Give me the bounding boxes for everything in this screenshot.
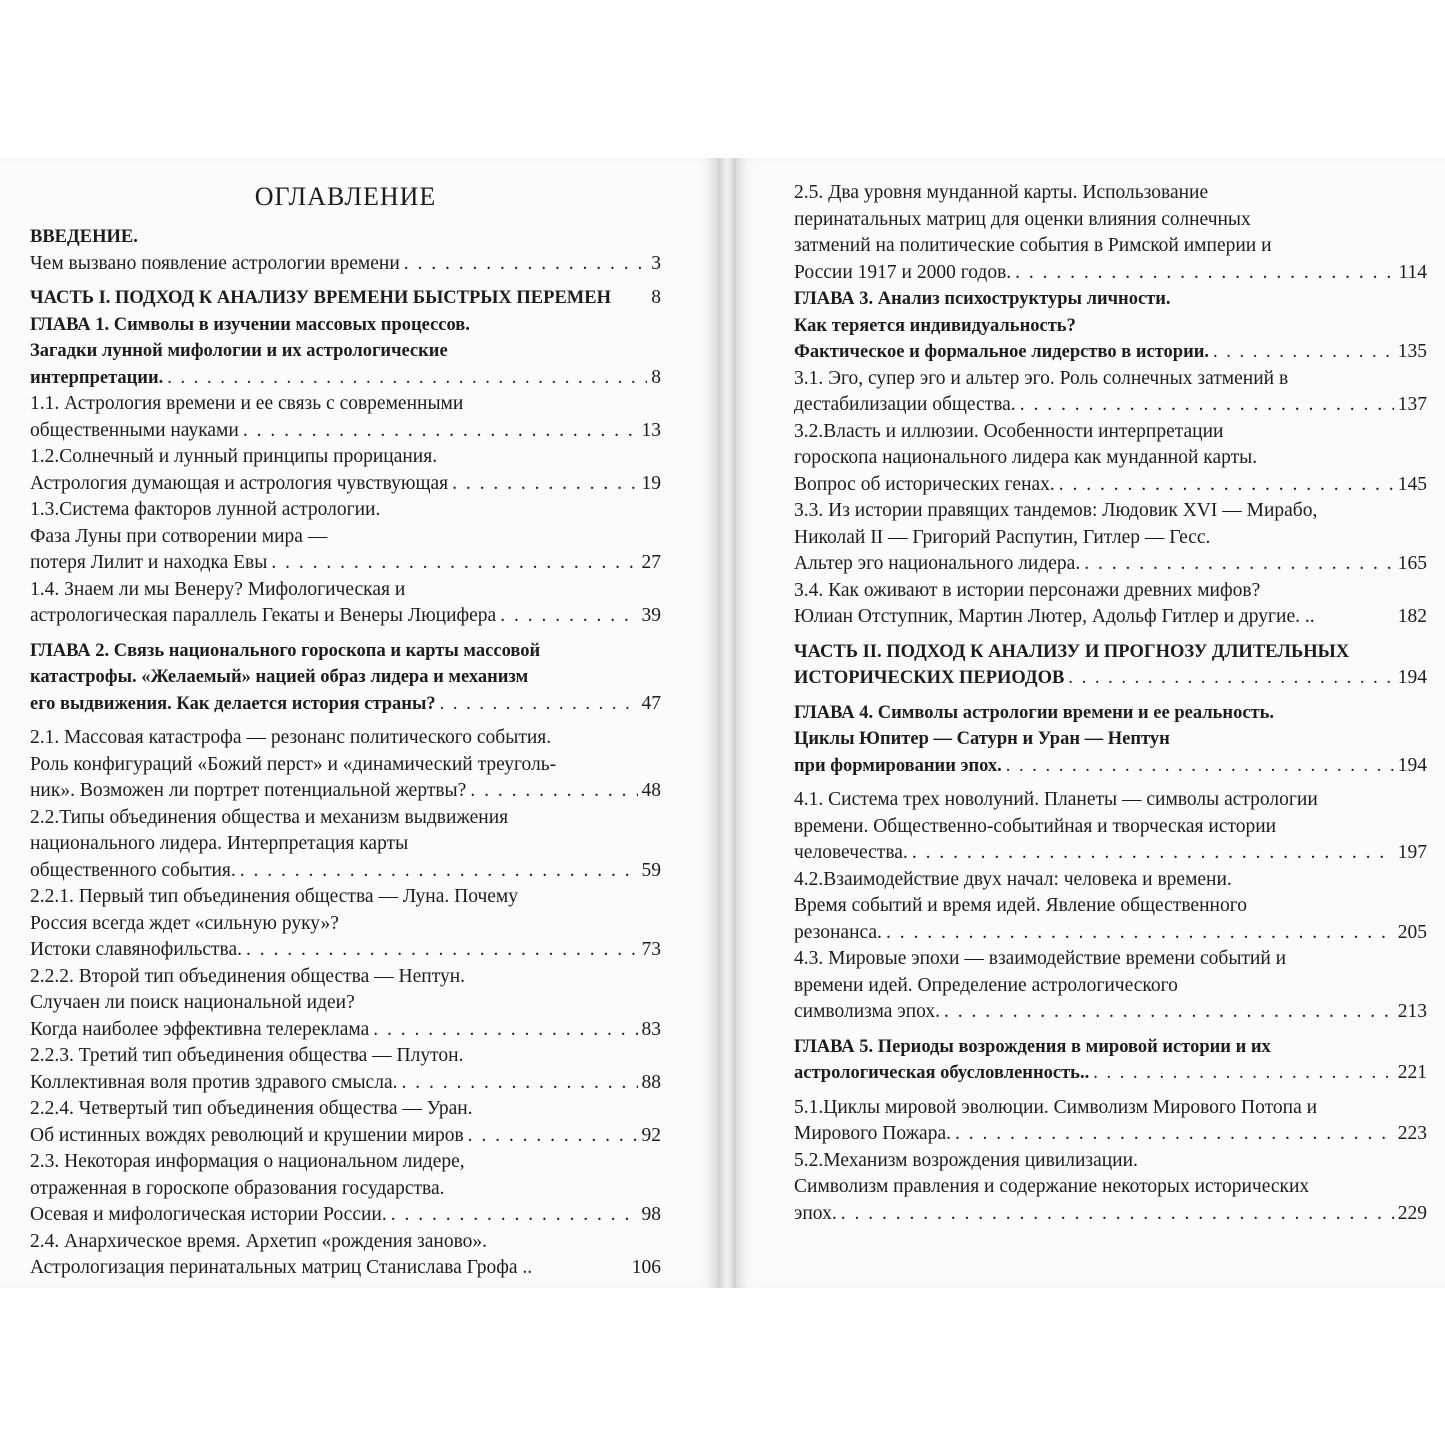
dot-leader <box>886 920 1394 947</box>
page-number: 88 <box>641 1071 661 1093</box>
toc-entry-last-line <box>794 1201 1427 1228</box>
book-spine <box>718 158 736 1288</box>
dot-leader <box>1213 339 1394 366</box>
dot-leader <box>470 778 637 805</box>
toc-entry <box>30 312 661 392</box>
toc-entry-line: ЧАСТЬ II. ПОДХОД К АНАЛИЗУ И ПРОГНОЗУ ДЛИТЕЛЬНЫХ <box>794 641 1350 662</box>
toc-entry-line: 3.2.Власть и иллюзии. Особенности интерпретации <box>794 420 1224 442</box>
toc-entry-line: ник». Возможен ли портрет потенциальной жертвы? <box>30 780 467 801</box>
toc-entry-line: астрологическая параллель Гекаты и Венеры Люцифера <box>30 605 497 626</box>
page-number: 98 <box>641 1204 661 1225</box>
page-number: 165 <box>1397 553 1427 574</box>
toc-list-left <box>30 224 661 1282</box>
toc-entry-last-line <box>30 251 661 278</box>
dot-leader <box>1020 392 1394 419</box>
toc-entry-line: ЧАСТЬ I. ПОДХОД К АНАЛИЗУ ВРЕМЕНИ БЫСТРЫХ ПЕРЕМЕН <box>30 288 611 308</box>
toc-entry <box>30 224 661 251</box>
toc-entry-line: 1.4. Знаем ли мы Венеру? Мифологическая и <box>30 578 406 600</box>
page-number: 114 <box>1398 261 1427 283</box>
page-number: 106 <box>631 1257 661 1278</box>
page-number: 92 <box>641 1124 661 1146</box>
page-number: 221 <box>1397 1062 1427 1083</box>
toc-entry-last-line <box>794 840 1427 867</box>
dot-leader <box>1015 260 1394 287</box>
toc-entry-line: гороскопа национального лидера как мунданной карты. <box>794 447 1258 468</box>
toc-entry-last-line <box>794 753 1427 780</box>
dot-leader <box>955 1121 1394 1148</box>
toc-entry-line: Как теряется индивидуальность? <box>794 315 1076 336</box>
toc-entry-line: Чем вызвано появление астрологии времени <box>30 252 400 274</box>
toc-entry-line: при формировании эпох. <box>794 755 1002 776</box>
toc-entry <box>30 497 661 577</box>
toc-entry <box>794 578 1427 631</box>
page-number: 197 <box>1397 842 1427 863</box>
toc-entry-line: катастрофы. «Желаемый» нацией образ лидера и механизм <box>30 667 529 687</box>
left-page <box>0 158 718 1288</box>
toc-entry-line: ГЛАВА 3. Анализ психоструктуры личности. <box>794 289 1171 309</box>
toc-entry-last-line <box>30 365 661 392</box>
toc-entry <box>794 1034 1427 1087</box>
toc-entry-line: 2.5. Два уровня мунданной карты. Использование <box>794 182 1209 203</box>
toc-entry-last-line <box>30 285 661 312</box>
toc-entry-last-line <box>30 603 661 630</box>
toc-entry-line: общественными науками <box>30 419 239 441</box>
page-number: 3 <box>651 252 661 274</box>
toc-entry-line: астрологическая обусловленность.. <box>794 1063 1090 1083</box>
toc-entry-line: 2.1. Массовая катастрофа — резонанс политического события. <box>30 727 552 748</box>
toc-entry-line: ИСТОРИЧЕСКИХ ПЕРИОДОВ <box>794 668 1065 688</box>
toc-entry-line: 3.1. Эго, супер эго и альтер эго. Роль солнечных затмений в <box>794 367 1289 389</box>
dot-leader <box>468 1123 638 1150</box>
toc-entry <box>794 366 1427 419</box>
toc-entry-line: его выдвижения. Как делается история страны? <box>30 693 436 714</box>
toc-entry-last-line <box>30 224 661 251</box>
toc-entry-line: общественного события. <box>30 859 236 881</box>
page-number: 194 <box>1397 667 1427 688</box>
toc-entry-line: резонанса. <box>794 921 882 943</box>
toc-entry-line: 4.3. Мировые эпохи — взаимодействие времени событий и <box>794 948 1287 969</box>
toc-entry-last-line <box>30 778 661 805</box>
toc-entry-line: ГЛАВА 5. Периоды возрождения в мировой истории и их <box>794 1036 1271 1057</box>
toc-entry-line: 2.2.3. Третий тип объединения общества — Плутон. <box>30 1045 464 1066</box>
toc-entry-line: перинатальных матриц для оценки влияния солнечных <box>794 208 1251 230</box>
toc-entry <box>30 391 661 444</box>
page-number: 59 <box>641 859 661 881</box>
toc-entry <box>30 884 661 964</box>
toc-entry-line: Альтер эго национального лидера. <box>794 553 1081 574</box>
toc-entry <box>794 498 1427 578</box>
page-number: 8 <box>651 366 661 388</box>
dot-leader <box>452 471 637 498</box>
dot-leader <box>841 1201 1394 1228</box>
toc-entry <box>30 285 661 312</box>
page-number: 73 <box>641 939 661 960</box>
toc-entry-line: ВВЕДЕНИЕ. <box>30 227 138 247</box>
toc-entry <box>30 805 661 885</box>
page-number: 135 <box>1397 341 1427 362</box>
toc-entry <box>794 867 1427 947</box>
toc-entry-last-line <box>30 1070 661 1097</box>
toc-entry-line: 5.2.Механизм возрождения цивилизации. <box>794 1149 1138 1171</box>
dot-leader <box>1093 1060 1394 1087</box>
toc-entry-line: Россия всегда ждет «сильную руку»? <box>30 912 339 934</box>
toc-entry <box>794 639 1427 692</box>
toc-entry-last-line <box>30 1255 661 1282</box>
dot-leader <box>391 1202 638 1229</box>
toc-entry-last-line <box>30 418 661 445</box>
dot-leader <box>1059 472 1394 499</box>
toc-entry-line: Время событий и время идей. Явление общественного <box>794 895 1247 916</box>
toc-entry-last-line <box>30 691 661 718</box>
dot-leader <box>373 1017 637 1044</box>
dot-leader <box>912 840 1394 867</box>
page-number: 194 <box>1397 754 1427 776</box>
toc-entry-last-line <box>794 551 1427 578</box>
toc-entry-line: символизма эпох. <box>794 1001 941 1022</box>
toc-entry-line: национального лидера. Интерпретация карты <box>30 833 409 854</box>
toc-entry <box>30 964 661 1044</box>
toc-entry-line: Николай II — Григорий Распутин, Гитлер — Гесс. <box>794 526 1211 548</box>
toc-entry-last-line <box>794 472 1427 499</box>
dot-leader <box>440 691 638 718</box>
toc-entry <box>30 577 661 630</box>
dot-leader <box>1084 551 1394 578</box>
toc-entry-line: времени. Общественно-событийная и творческая истории <box>794 815 1277 837</box>
toc-entry <box>30 1229 661 1282</box>
toc-entry <box>794 787 1427 867</box>
toc-entry-line: человечества. <box>794 842 908 863</box>
toc-entry <box>794 700 1427 780</box>
toc-entry <box>794 1148 1427 1228</box>
dot-leader <box>500 603 637 630</box>
dot-leader <box>1068 665 1393 692</box>
toc-entry-line: ГЛАВА 4. Символы астрологии времени и ее реальность. <box>794 702 1275 723</box>
toc-entry <box>794 1095 1427 1148</box>
toc-entry-line: 4.1. Система трех новолуний. Планеты — символы астрологии <box>794 789 1318 810</box>
page-number: 182 <box>1397 606 1427 627</box>
toc-entry-line: Мирового Пожара. <box>794 1123 951 1144</box>
toc-entry-last-line <box>30 471 661 498</box>
dot-leader <box>246 937 637 964</box>
toc-entry <box>30 1043 661 1096</box>
toc-entry-line: России 1917 и 2000 годов. <box>794 261 1012 283</box>
toc-entry-line: отраженная в гороскопе образования государства. <box>30 1177 445 1199</box>
toc-entry-line: Астрологизация перинатальных матриц Станислава Грофа .. <box>30 1257 533 1278</box>
page-number: 48 <box>641 780 661 801</box>
toc-entry <box>794 419 1427 499</box>
toc-entry <box>30 1096 661 1149</box>
toc-entry-line: потеря Лилит и находка Евы <box>30 552 268 573</box>
toc-entry-line: 1.1. Астрология времени и ее связь с современными <box>30 393 464 414</box>
toc-entry-last-line <box>794 604 1427 631</box>
page-title: ОГЛАВЛЕНИЕ <box>254 182 437 211</box>
toc-entry-line: 3.4. Как оживают в истории персонажи древних мифов? <box>794 579 1261 601</box>
toc-entry-last-line <box>794 1060 1427 1087</box>
toc-entry-last-line <box>794 999 1427 1026</box>
toc-entry-line: 2.2.2. Второй тип объединения общества — Нептун. <box>30 965 466 987</box>
page-number: 83 <box>641 1018 661 1040</box>
toc-entry-line: Астрология думающая и астрология чувствующая <box>30 472 449 494</box>
toc-entry-last-line <box>30 1017 661 1044</box>
toc-entry <box>30 725 661 805</box>
page-number: 213 <box>1397 1001 1427 1022</box>
toc-entry-line: Осевая и мифологическая истории России. <box>30 1204 387 1225</box>
toc-entry-line: Юлиан Отступник, Мартин Лютер, Адольф Гитлер и другие. .. <box>794 606 1315 627</box>
toc-entry-line: 1.2.Солнечный и лунный принципы прорицания. <box>30 446 438 467</box>
toc-entry-line: Фаза Луны при сотворении мира — <box>30 525 328 547</box>
toc-entry-last-line <box>30 937 661 964</box>
toc-entry-last-line <box>30 550 661 577</box>
toc-list-right <box>794 180 1427 1227</box>
toc-entry-line: 2.2.1. Первый тип объединения общества — Луна. Почему <box>30 886 519 907</box>
toc-entry-line: 1.3.Система факторов лунной астрологии. <box>30 499 381 520</box>
page-number: 13 <box>641 419 661 441</box>
toc-entry-last-line <box>794 665 1427 692</box>
dot-leader <box>401 1070 637 1097</box>
toc-entry <box>30 444 661 497</box>
toc-entry-line: 2.3. Некоторая информация о национальном лидере, <box>30 1151 465 1172</box>
toc-entry-line: 5.1.Циклы мировой эволюции. Символизм Мирового Потопа и <box>794 1096 1318 1118</box>
dot-leader <box>944 999 1394 1026</box>
toc-entry-line: Циклы Юпитер — Сатурн и Уран — Нептун <box>794 729 1170 749</box>
toc-entry <box>794 946 1427 1026</box>
toc-entry-line: Коллективная воля против здравого смысла. <box>30 1071 398 1093</box>
toc-entry-last-line <box>794 339 1427 366</box>
toc-entry-line: 2.4. Анархическое время. Архетип «рождения заново». <box>30 1230 488 1252</box>
toc-entry-line: затмений на политические события в Римской империи и <box>794 235 1272 256</box>
toc-entry-line: Когда наиболее эффективна телереклама <box>30 1018 370 1040</box>
toc-entry-last-line <box>794 920 1427 947</box>
toc-entry-last-line <box>794 392 1427 419</box>
toc-entry-line: Загадки лунной мифологии и их астрологические <box>30 341 448 361</box>
toc-entry <box>794 286 1427 366</box>
toc-entry-line: интерпретации. <box>30 367 164 388</box>
toc-entry-line: Символизм правления и содержание некоторых исторических <box>794 1176 1310 1197</box>
dot-leader <box>404 251 647 278</box>
toc-entry <box>30 1149 661 1229</box>
toc-entry <box>30 251 661 278</box>
toc-entry-line: времени идей. Определение астрологического <box>794 974 1178 996</box>
page-number: 137 <box>1397 394 1427 415</box>
page-number: 223 <box>1397 1123 1427 1144</box>
toc-entry-line: Случаен ли поиск национальной идеи? <box>30 992 355 1013</box>
dot-leader <box>1006 753 1394 780</box>
page-number: 229 <box>1397 1202 1427 1224</box>
toc-entry-last-line <box>794 260 1427 287</box>
toc-entry-line: Фактическое и формальное лидерство в истории. <box>794 342 1210 362</box>
toc-entry <box>30 638 661 718</box>
toc-entry-line: 2.2.Типы объединения общества и механизм выдвижения <box>30 806 509 828</box>
toc-entry-line: эпох. <box>794 1202 837 1224</box>
toc-entry-line: ГЛАВА 1. Символы в изучении массовых процессов. <box>30 314 470 335</box>
toc-entry-last-line <box>794 1121 1427 1148</box>
page-number: 27 <box>641 552 661 573</box>
right-page <box>736 158 1445 1288</box>
toc-entry-line: Истоки славянофильства. <box>30 939 243 960</box>
toc-entry-last-line <box>30 1202 661 1229</box>
page-number: 145 <box>1397 473 1427 495</box>
page-number: 19 <box>641 472 661 494</box>
dot-leader <box>240 858 638 885</box>
toc-entry <box>794 180 1427 286</box>
toc-entry-line: 3.3. Из истории правящих тандемов: Людовик XVI — Мирабо, <box>794 500 1318 521</box>
dot-leader <box>167 365 647 392</box>
toc-entry-line: ГЛАВА 2. Связь национального гороскопа и карты массовой <box>30 640 541 661</box>
dot-leader <box>243 418 638 445</box>
toc-entry-last-line <box>30 858 661 885</box>
toc-entry-line: дестабилизации общества. <box>794 394 1016 415</box>
page-number: 47 <box>641 692 661 714</box>
toc-entry-last-line <box>30 1123 661 1150</box>
dot-leader <box>271 550 637 577</box>
toc-entry-line: 2.2.4. Четвертый тип объединения общества — Уран. <box>30 1098 473 1119</box>
toc-entry-line: Об истинных вождях революций и крушении миров <box>30 1124 464 1146</box>
toc-entry-line: 4.2.Взаимодействие двух начал: человека и времени. <box>794 868 1232 890</box>
page-number: 8 <box>651 287 661 308</box>
toc-entry-line: Вопрос об исторических генах. <box>794 473 1055 495</box>
page-number: 205 <box>1397 921 1427 943</box>
page-number: 39 <box>641 605 661 626</box>
toc-entry-line: Роль конфигураций «Божий перст» и «динамический треуголь- <box>30 753 557 775</box>
